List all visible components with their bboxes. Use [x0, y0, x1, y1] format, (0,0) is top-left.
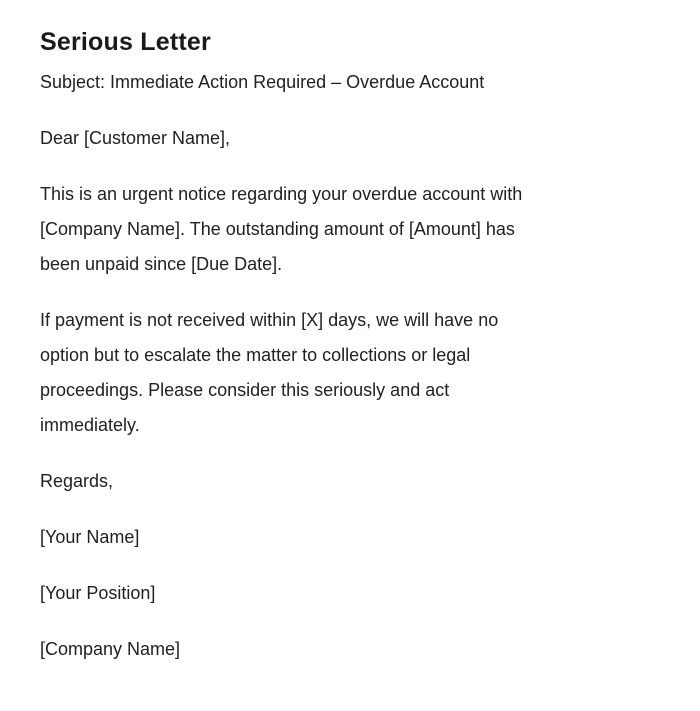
paragraph-line: immediately.: [40, 415, 140, 435]
body-paragraph: [40, 303, 660, 443]
paragraph-line: [Company Name]. The outstanding amount of [Amount] has: [40, 219, 515, 239]
body-paragraph: [40, 177, 660, 282]
signature-name: [Your Name]: [40, 527, 140, 547]
paragraph-line: If payment is not received within [X] days, we will have no: [40, 310, 499, 330]
signature-company: [Company Name]: [40, 639, 181, 659]
signature-position: [Your Position]: [40, 583, 156, 603]
greeting-line: Dear [Customer Name],: [40, 128, 231, 148]
paragraph-line: This is an urgent notice regarding your overdue account with: [40, 184, 523, 204]
paragraph-line: proceedings. Please consider this seriously and act: [40, 380, 450, 400]
paragraph-line: been unpaid since [Due Date].: [40, 254, 283, 274]
closing-line: Regards,: [40, 471, 114, 491]
subject-line: Subject: Immediate Action Required – Overdue Account: [40, 72, 485, 92]
page-title: Serious Letter: [40, 28, 211, 56]
paragraph-line: option but to escalate the matter to collections or legal: [40, 345, 471, 365]
